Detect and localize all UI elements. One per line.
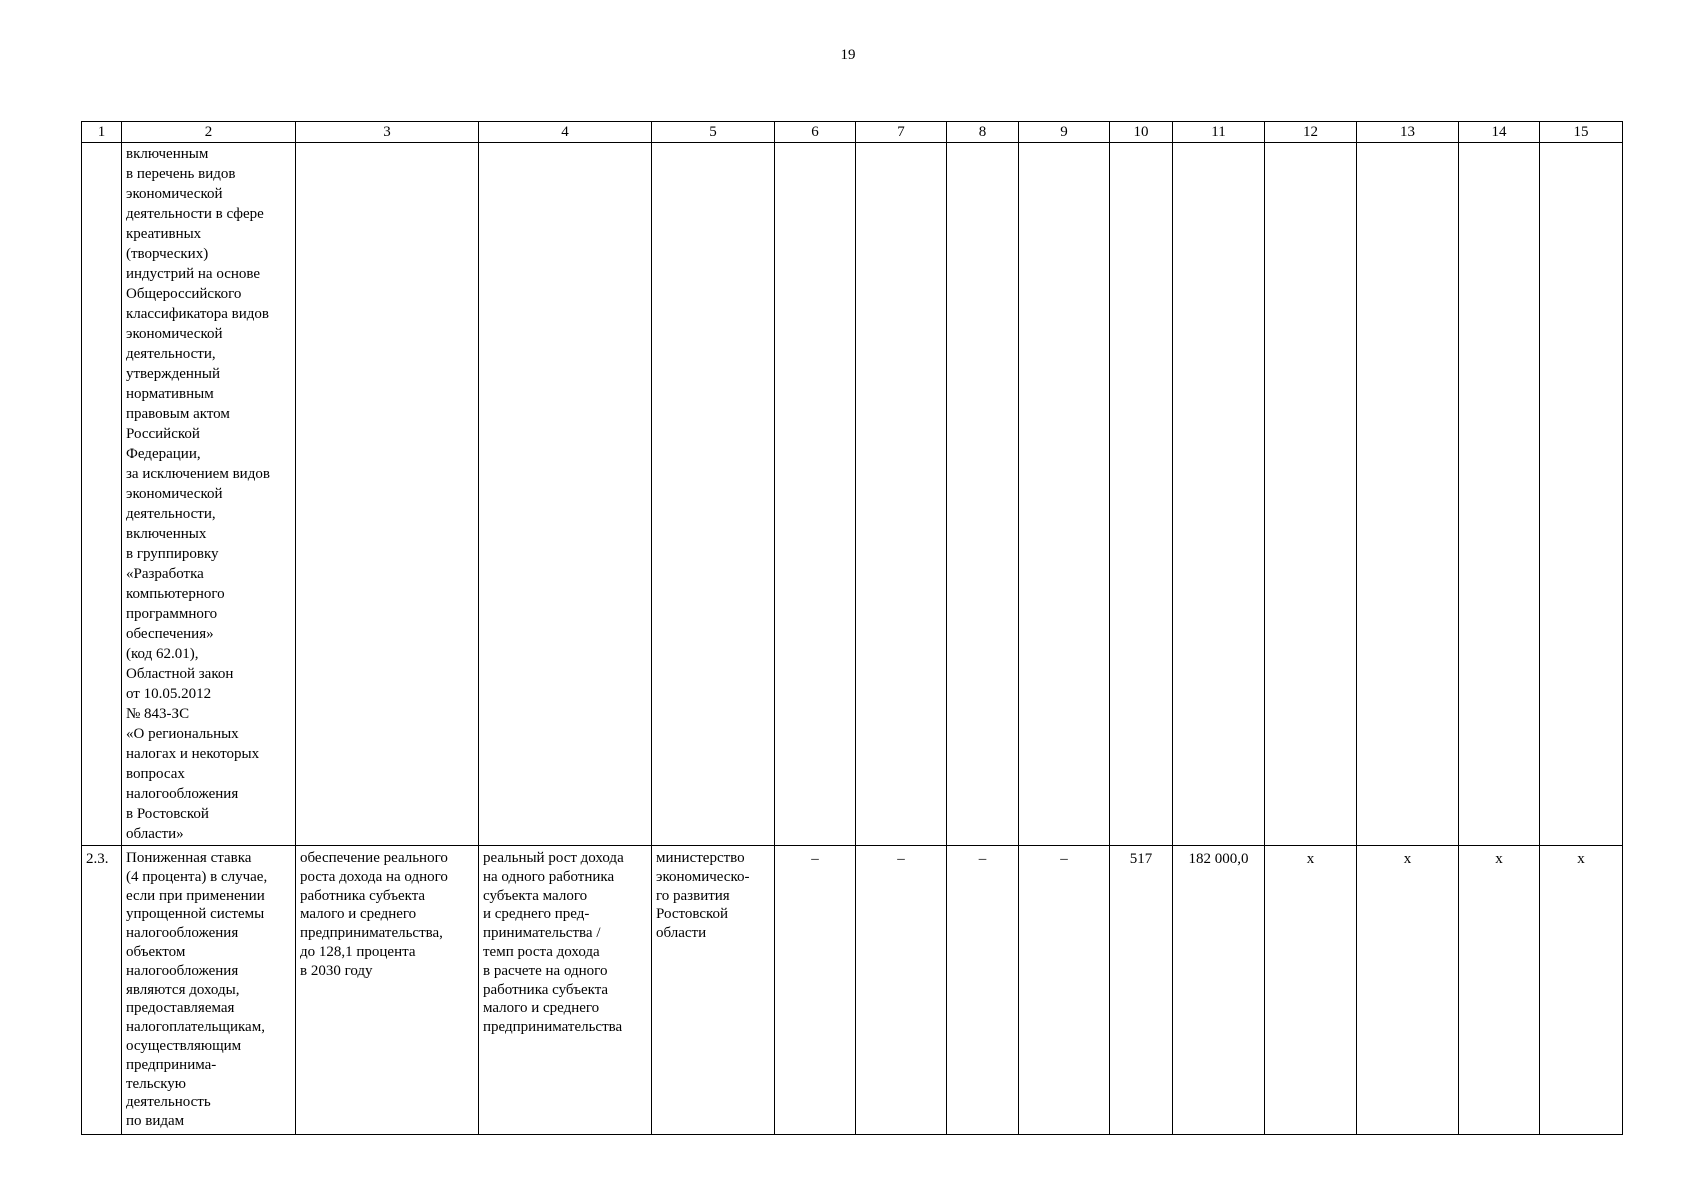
cell-empty: [1357, 143, 1459, 846]
header-cell: 9: [1019, 122, 1110, 143]
header-cell: 1: [82, 122, 122, 143]
header-cell: 4: [479, 122, 652, 143]
header-cell: 11: [1173, 122, 1265, 143]
data-table: [81, 121, 1623, 1135]
cell-goal: обеспечение реального роста дохода на одного работника субъекта малого и среднего предпринимательства, до 128,1 процента в 2030 году: [296, 846, 479, 1135]
cell-value: –: [1019, 846, 1110, 1135]
cell-value: х: [1357, 846, 1459, 1135]
header-cell: 14: [1459, 122, 1540, 143]
header-cell: 12: [1265, 122, 1357, 143]
cell-empty: [856, 143, 947, 846]
cell-curator: министерство экономическо- го развития Ростовской области: [652, 846, 775, 1135]
cell-description: Пониженная ставка (4 процента) в случае, если при применении упрощенной системы налогообложения объектом налогообложения являются доходы, предоставляемая налогоплательщикам, осуществляющим предпринима- тельскую деятельность по видам: [122, 846, 296, 1135]
cell-empty: [1459, 143, 1540, 846]
cell-value: х: [1459, 846, 1540, 1135]
cell-value: х: [1265, 846, 1357, 1135]
cell-empty: [1019, 143, 1110, 846]
cell-empty: [652, 143, 775, 846]
cell-value: х: [1540, 846, 1623, 1135]
cell-number: [82, 143, 122, 846]
header-cell: 10: [1110, 122, 1173, 143]
cell-value: –: [856, 846, 947, 1135]
table-row: [82, 143, 1623, 846]
cell-number: 2.3.: [82, 846, 122, 1135]
table-row: [82, 846, 1623, 1135]
header-cell: 5: [652, 122, 775, 143]
cell-value: –: [775, 846, 856, 1135]
header-cell: 8: [947, 122, 1019, 143]
cell-value: –: [947, 846, 1019, 1135]
header-cell: 7: [856, 122, 947, 143]
page-number: 19: [840, 47, 856, 63]
header-cell: 2: [122, 122, 296, 143]
cell-empty: [296, 143, 479, 846]
header-cell: 6: [775, 122, 856, 143]
cell-empty: [775, 143, 856, 846]
cell-empty: [1173, 143, 1265, 846]
cell-empty: [947, 143, 1019, 846]
cell-empty: [1540, 143, 1623, 846]
header-cell: 3: [296, 122, 479, 143]
cell-empty: [479, 143, 652, 846]
cell-value: 517: [1110, 846, 1173, 1135]
cell-empty: [1110, 143, 1173, 846]
header-cell: 15: [1540, 122, 1623, 143]
header-cell: 13: [1357, 122, 1459, 143]
cell-empty: [1265, 143, 1357, 846]
table-header-row: [82, 122, 1623, 143]
cell-description: включенным в перечень видов экономической деятельности в сфере креативных (творческих) индустрий на основе Общероссийского классификатора видов экономической деятельности, утвержденный нормативным правовым актом Российской Федерации, за исключением видов экономической деятельности, включенных в группировку «Разработка компьютерного программного обеспечения» (код 62.01), Областной закон от 10.05.2012 № 843-ЗС «О региональных налогах и некоторых вопросах налогообложения в Ростовской области»: [122, 143, 296, 846]
cell-indicator: реальный рост дохода на одного работника субъекта малого и среднего пред- принимательства / темп роста дохода в расчете на одного работника субъекта малого и среднего предпринимательства: [479, 846, 652, 1135]
cell-value: 182 000,0: [1173, 846, 1265, 1135]
